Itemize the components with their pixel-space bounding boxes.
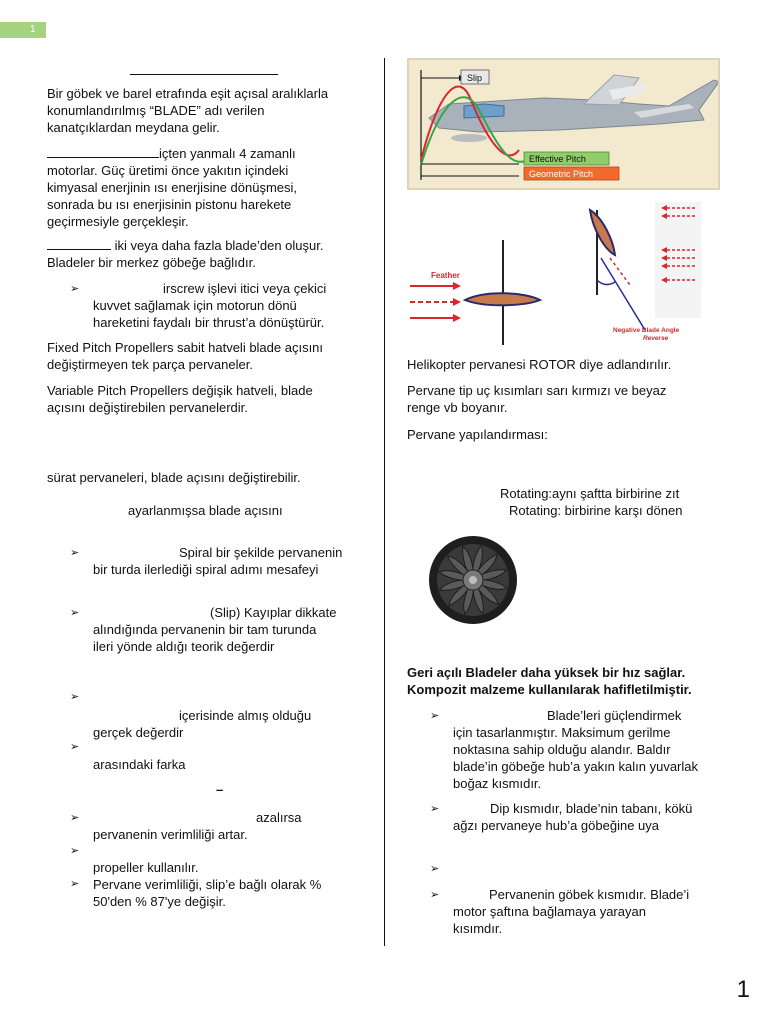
text-line: geçirmesiyle gerçekleşir.: [47, 213, 189, 229]
bullet-7: propeller kullanılır.: [93, 860, 199, 875]
arrowhead-bullet-icon: ➢: [430, 863, 440, 875]
text-line: Dip kısmıdır, blade’nin tabanı, kökü: [490, 801, 693, 816]
fill-blank: [47, 237, 111, 250]
text-line: bir turda ilerlediği spiral adımı mesafeyi: [93, 561, 319, 577]
reverse-label: Reverse: [643, 335, 669, 342]
reverse-flow-line: [610, 258, 630, 285]
paragraph-4: [47, 340, 377, 374]
text-line: boğaz kısmıdır.: [453, 775, 542, 791]
ducted-fan-svg: [405, 530, 545, 630]
feather-blade-section: [465, 293, 540, 305]
text-line: ağzı pervaneye hub’a göbeğine uya: [453, 817, 659, 833]
ducted-fan-image: [405, 530, 545, 630]
effective-pitch-label: Effective Pitch: [529, 154, 586, 164]
bullet-6: [93, 810, 383, 844]
arrowhead-icon: [453, 282, 461, 290]
arrowhead-bullet-icon: ➢: [70, 741, 80, 753]
bullet-2: [93, 545, 383, 579]
text-line: konumlandırılmış “BLADE” adı verilen: [47, 102, 265, 118]
text-line: açısını değiştirebilen pervanelerdir.: [47, 399, 248, 415]
negative-blade-angle-label: Negative Blade Angle: [613, 327, 680, 334]
text-line: kuvvet sağlamak için motorun dönü: [93, 297, 297, 313]
right-bullet-1: [453, 708, 733, 792]
text-line: irscrew işlevi itici veya çekici: [163, 281, 327, 296]
bullet-1: [93, 281, 383, 332]
pitch-diagram-svg: [409, 60, 720, 190]
arrowhead-bullet-icon: ➢: [70, 607, 80, 619]
bullet-8: [93, 877, 383, 911]
text-line: için tasarlanmıştır. Maksimum gerilme: [453, 724, 671, 740]
text-line: pervanenin verimliliği artar.: [93, 826, 248, 842]
text-line: değiştirmeyen tek parça pervaneler.: [47, 356, 253, 372]
feather-label: Feather: [431, 271, 460, 280]
text-line: Fixed Pitch Propellers sabit hatveli blade açısını: [47, 340, 324, 355]
text-line: noktasına sahip olduğu alandır. Baldır: [453, 741, 671, 757]
arrowhead-bullet-icon: ➢: [70, 812, 80, 824]
arrowhead-bullet-icon: ➢: [70, 547, 80, 559]
text-line: gerçek değerdir: [93, 724, 184, 740]
arrowhead-bullet-icon: ➢: [430, 889, 440, 901]
paragraph-2: [47, 145, 377, 230]
text-line: Kompozit malzeme kullanılarak hafifletilmiştir.: [407, 681, 692, 697]
fan-spinner: [469, 576, 477, 584]
text-line: Pervanenin göbek kısmıdır. Blade’i: [489, 887, 690, 902]
paragraph-5: [47, 383, 377, 417]
fill-blank: [47, 145, 159, 158]
text-line: Bir göbek ve barel etrafında eşit açısal aralıklarla: [47, 86, 329, 101]
page-tab: [0, 22, 46, 38]
text-span: içten yanmalı 4 zamanlı: [159, 146, 296, 161]
page-tab-number: 1: [30, 24, 36, 35]
paragraph-6: sürat pervaneleri, blade açısını değiştirebilir.: [47, 470, 301, 485]
text-line: blade’in göbeğe hub’a yakın kalın yuvarlak: [453, 758, 699, 774]
airplane-wheel-fairing: [451, 134, 487, 142]
reverse-angle-line: [601, 258, 645, 330]
text-line: Pervane verimliliği, slip’e bağlı olarak %: [93, 877, 322, 892]
blade-angle-diagram: [405, 200, 705, 350]
title-blank: [130, 60, 278, 75]
blade-angle-svg: [405, 200, 705, 350]
text-line: ileri yönde aldığı teorik değerdir: [93, 638, 275, 654]
arrowhead-bullet-icon: ➢: [430, 803, 440, 815]
right-paragraph-2: [407, 383, 727, 417]
text-line: hareketini faydalı bir thrust’a dönüştürür.: [93, 314, 325, 330]
column-divider: [384, 58, 385, 946]
arrowhead-bullet-icon: ➢: [70, 691, 80, 703]
text-line: 50'den % 87'ye değişir.: [93, 893, 226, 909]
text-line: renge vb boyanır.: [407, 399, 508, 415]
arrowhead-icon: [453, 298, 461, 306]
right-paragraph-3: Pervane yapılandırması:: [407, 427, 548, 442]
bullet-4: [93, 708, 383, 742]
page-number: 1: [736, 976, 750, 1003]
slip-label: Slip: [467, 73, 483, 83]
paragraph-3: [47, 237, 377, 272]
text-line: kısımdır.: [453, 920, 503, 936]
right-bullet-4: [453, 887, 733, 938]
text-line: kanatçıklardan meydana gelir.: [47, 119, 220, 135]
text-line: motor şaftına bağlamaya yarayan: [453, 903, 646, 919]
arrowhead-bullet-icon: ➢: [70, 878, 80, 890]
arrowhead-bullet-icon: ➢: [70, 845, 80, 857]
text-line: azalırsa: [256, 810, 302, 825]
text-line: sonrada bu ısı enerjisinin pistonu harekete: [47, 196, 292, 212]
rotating-line-2: Rotating: birbirine karşı dönen: [509, 503, 683, 518]
bullet-3: [93, 605, 383, 656]
text-line: Bladeler bir merkez göbeğe bağlıdır.: [47, 254, 256, 270]
text-line: Blade’leri güçlendirmek: [547, 708, 682, 723]
text-line: [47, 237, 377, 255]
reverse-flow-panel: [655, 202, 701, 318]
right-bold-paragraph: [407, 665, 737, 699]
rotating-line-1: Rotating:aynı şaftta birbirine zıt: [500, 486, 680, 501]
text-line: içerisinde almış olduğu: [179, 708, 312, 723]
bullet-5: arasındaki farka: [93, 757, 186, 772]
text-line: [47, 145, 377, 163]
text-line: alındığında pervanenin bir tam turunda: [93, 621, 317, 637]
text-line: Pervane tip uç kısımları sarı kırmızı ve beyaz: [407, 383, 667, 398]
paragraph-7: ayarlanmışsa blade açısını: [128, 503, 283, 518]
text-line: (Slip) Kayıplar dikkate: [210, 605, 337, 620]
right-bullet-2: [453, 801, 733, 835]
arrowhead-icon: [453, 314, 461, 322]
pitch-diagram: [407, 58, 720, 190]
text-line: Geri açılı Bladeler daha yüksek bir hız sağlar.: [407, 665, 686, 680]
airplane-cockpit: [464, 104, 504, 118]
angle-arc: [597, 280, 615, 285]
arrowhead-bullet-icon: ➢: [70, 283, 80, 295]
text-line: Variable Pitch Propellers değişik hatveli, blade: [47, 383, 313, 398]
geometric-pitch-label: Geometric Pitch: [529, 169, 594, 179]
arrowhead-bullet-icon: ➢: [430, 710, 440, 722]
text-line: kimyasal enerjinin ısı enerjisine dönüşmesi,: [47, 179, 298, 195]
text-line: Spiral bir şekilde pervanenin: [179, 545, 343, 560]
paragraph-1: [47, 86, 377, 137]
text-line: motorlar. Güç üretimi önce yakıtın içindeki: [47, 162, 289, 178]
reverse-blade-section: [590, 210, 615, 255]
text-span: iki veya daha fazla blade’den oluşur.: [114, 238, 324, 253]
right-paragraph-1: Helikopter pervanesi ROTOR diye adlandırılır.: [407, 357, 672, 372]
dash-mark: –: [216, 782, 224, 797]
